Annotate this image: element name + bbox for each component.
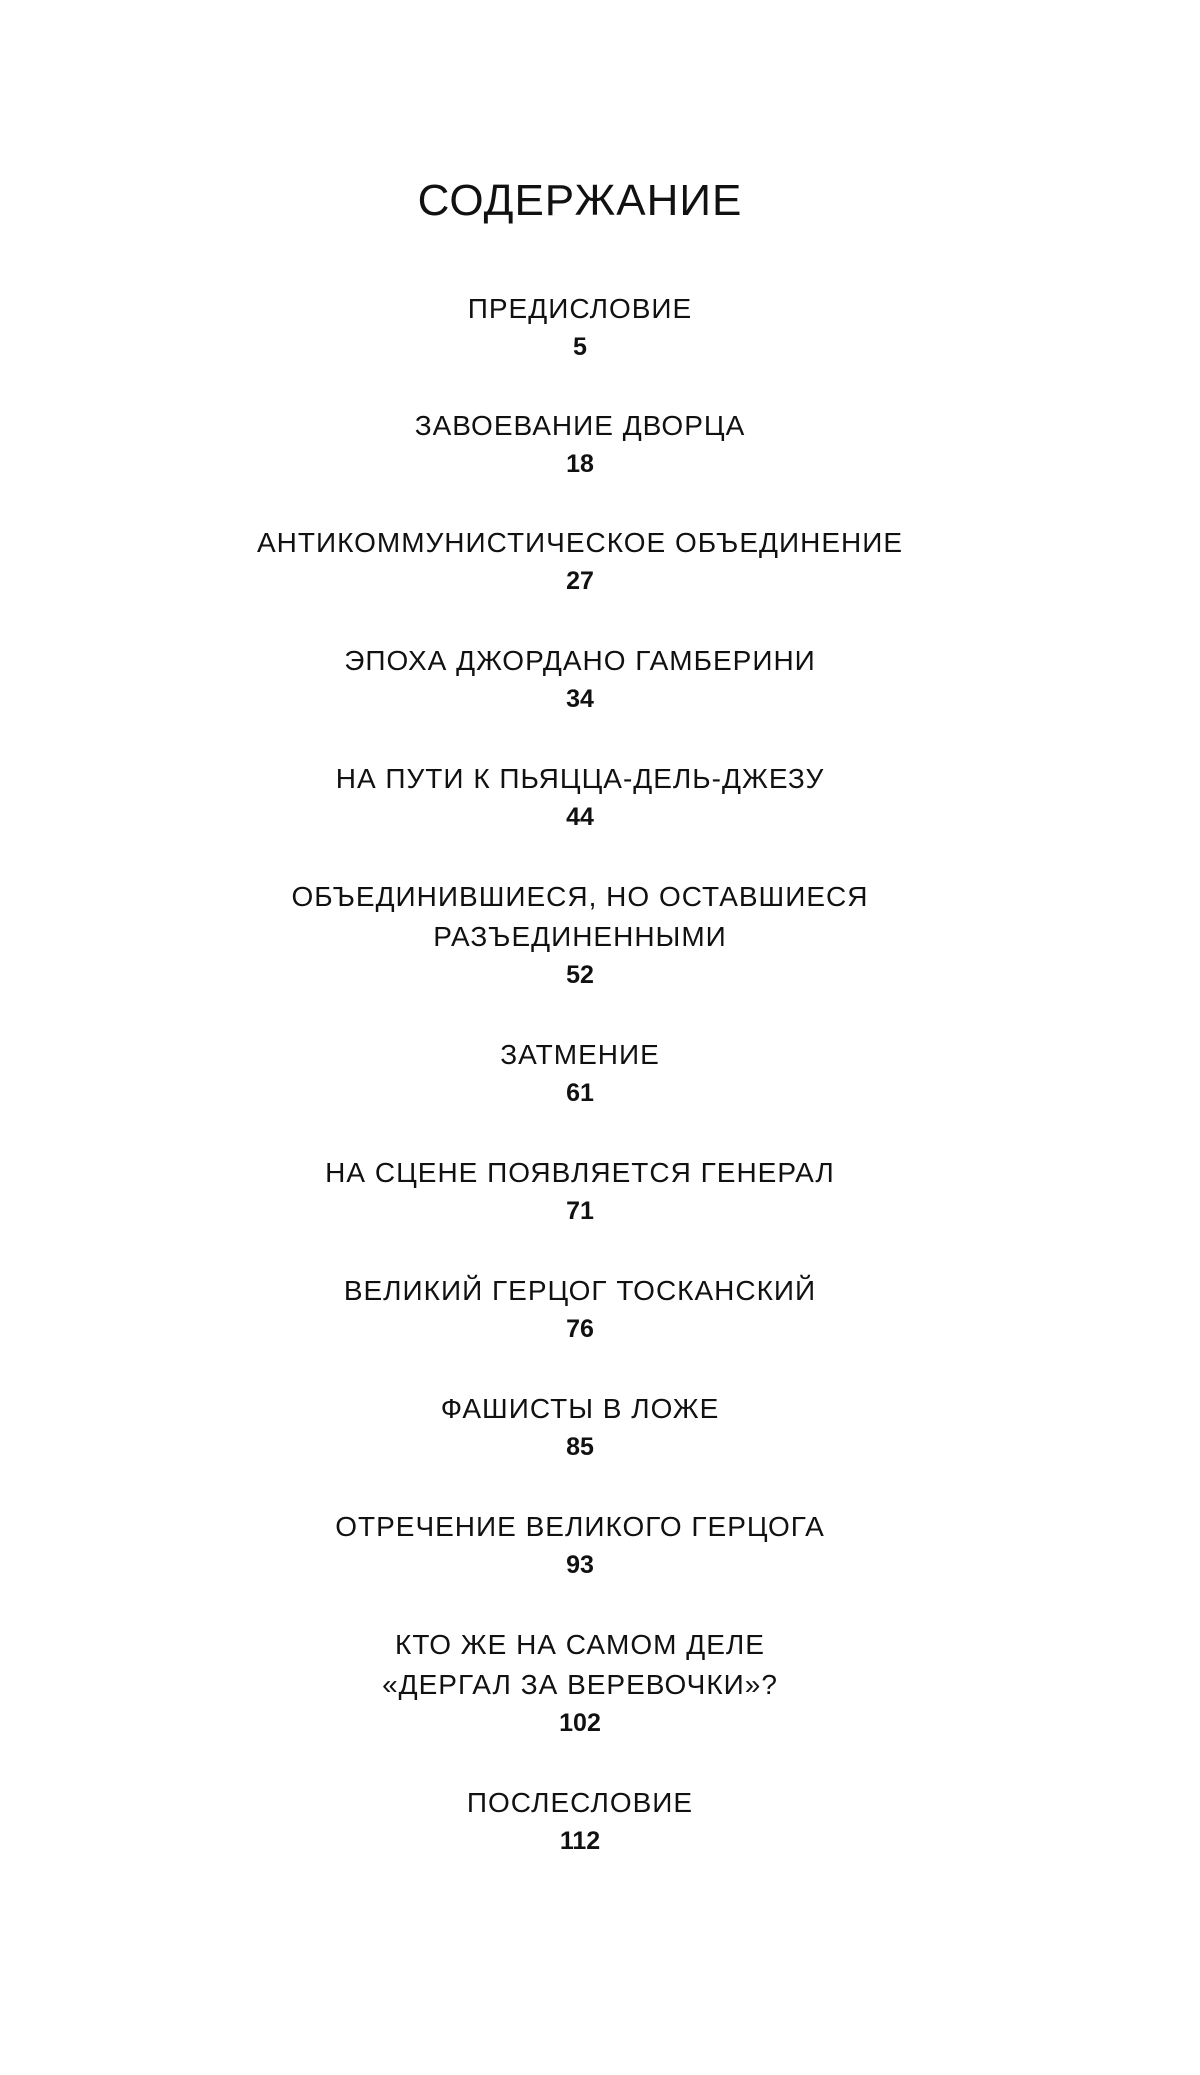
- toc-entry-fascists-in-lodge: [0, 1389, 1160, 1465]
- toc-entry-abdication: [0, 1507, 1160, 1583]
- toc-entry-page-number: 5: [573, 333, 587, 361]
- toc-entry-title: ОТРЕЧЕНИЕ ВЕЛИКОГО ГЕРЦОГА: [335, 1511, 825, 1542]
- toc-entry-title: ВЕЛИКИЙ ГЕРЦОГ ТОСКАНСКИЙ: [343, 1275, 817, 1306]
- toc-entry-title-continued: РАЗЪЕДИНЕННЫМИ: [433, 921, 727, 952]
- toc-entry-palace-conquest: [0, 406, 1160, 482]
- toc-entry-page-number: 102: [559, 1709, 601, 1737]
- toc-entry-title: ЭПОХА ДЖОРДАНО ГАМБЕРИНИ: [344, 645, 816, 676]
- toc-entry-page-number: 112: [559, 1827, 601, 1855]
- toc-entry-gamberini-era: [0, 641, 1160, 717]
- toc-entry-who-pulled-strings: [0, 1625, 1160, 1741]
- toc-entry-page-number: 93: [566, 1551, 594, 1579]
- toc-entry-title: ФАШИСТЫ В ЛОЖЕ: [440, 1393, 720, 1424]
- toc-entry-page-number: 18: [566, 450, 594, 478]
- toc-entry-title: ПОСЛЕСЛОВИЕ: [466, 1787, 694, 1818]
- toc-entry-general-appears: [0, 1153, 1160, 1229]
- toc-entry-title: НА ПУТИ К ПЬЯЦЦА-ДЕЛЬ-ДЖЕЗУ: [335, 763, 825, 794]
- toc-entry-united-disunited: [0, 877, 1160, 993]
- toc-entry-page-number: 34: [566, 685, 594, 713]
- toc-entry-title: ПРЕДИСЛОВИЕ: [467, 293, 693, 324]
- toc-entry-title: ЗАВОЕВАНИЕ ДВОРЦА: [414, 410, 746, 441]
- toc-entry-eclipse: [0, 1035, 1160, 1111]
- toc-entry-piazza-del-gesu: [0, 759, 1160, 835]
- toc-entry-page-number: 85: [566, 1433, 594, 1461]
- toc-entry-page-number: 27: [566, 567, 594, 595]
- toc-entry-title: АНТИКОММУНИСТИЧЕСКОЕ ОБЪЕДИНЕНИЕ: [256, 527, 904, 558]
- toc-entry-title: ОБЪЕДИНИВШИЕСЯ, НО ОСТАВШИЕСЯ: [291, 881, 869, 912]
- toc-entry-page-number: 44: [566, 803, 594, 831]
- toc-entry-page-number: 71: [566, 1197, 594, 1225]
- toc-entry-title: ЗАТМЕНИЕ: [500, 1039, 660, 1070]
- toc-entry-title: НА СЦЕНЕ ПОЯВЛЯЕТСЯ ГЕНЕРАЛ: [325, 1157, 835, 1188]
- toc-entry-preface: [0, 289, 1160, 365]
- toc-entry-title: КТО ЖЕ НА САМОМ ДЕЛЕ: [395, 1629, 765, 1660]
- toc-entry-page-number: 76: [566, 1315, 594, 1343]
- toc-entry-page-number: 52: [566, 961, 594, 989]
- toc-entry-page-number: 61: [566, 1079, 594, 1107]
- page-title: СОДЕРЖАНИЕ: [417, 176, 743, 226]
- toc-entry-afterword: [0, 1783, 1160, 1859]
- toc-entry-title-continued: «ДЕРГАЛ ЗА ВЕРЕВОЧКИ»?: [382, 1669, 778, 1700]
- toc-entry-anticommunist-union: [0, 523, 1160, 599]
- toc-entry-grand-duke: [0, 1271, 1160, 1347]
